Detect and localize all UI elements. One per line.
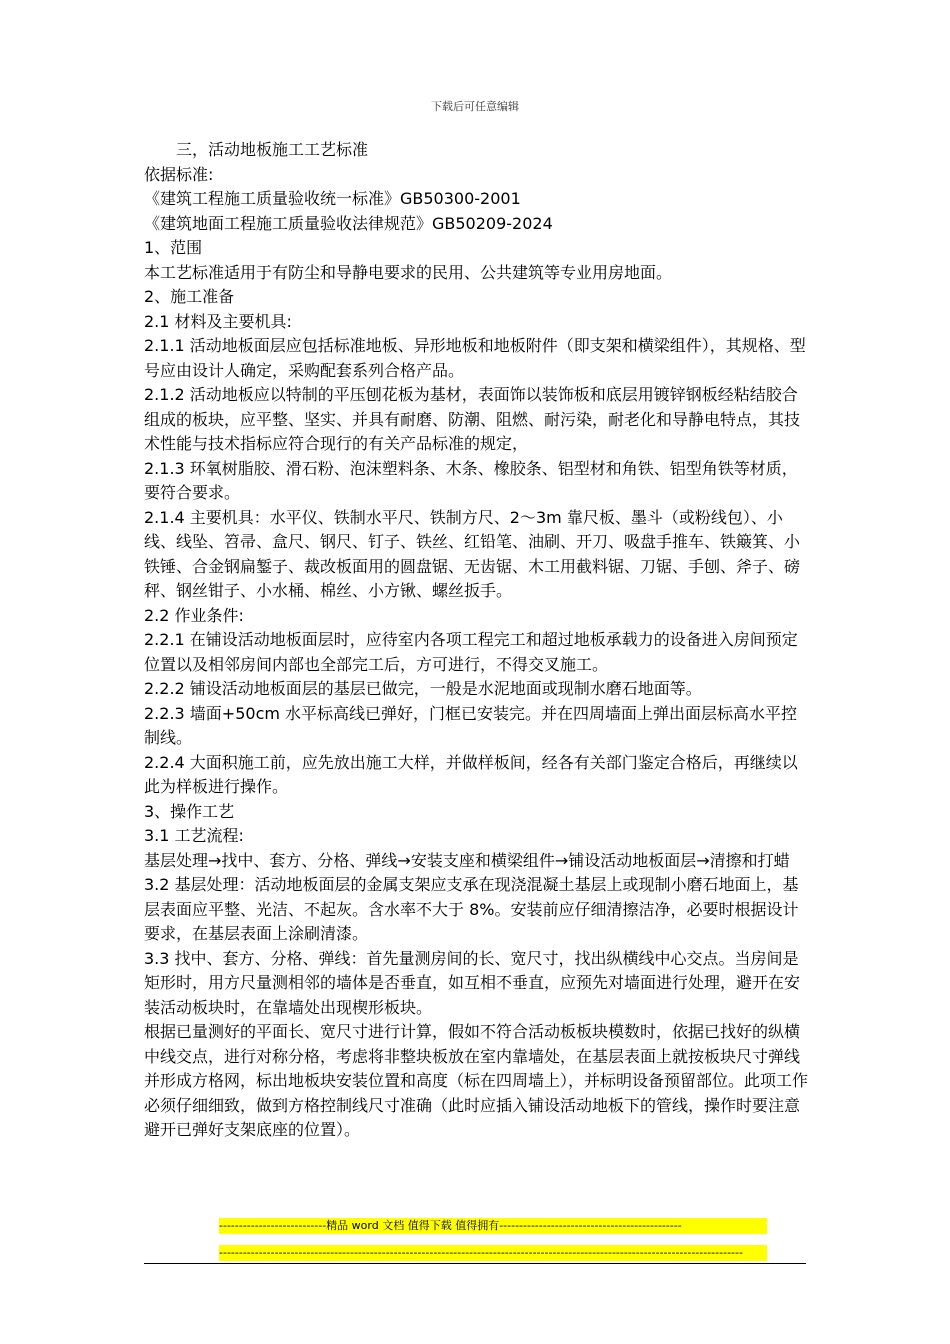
paragraph: 基层处理→找中、套方、分格、弹线→安装支座和横梁组件→铺设活动地板面层→清擦和打蜡 xyxy=(144,850,790,870)
paragraph: 2.1.2 活动地板应以特制的平压刨花板为基材，表面饰以装饰板和底层用镀锌钢板经粘结胶合组成的板块，应平整、坚实、并具有耐磨、防潮、阻燃、耐污染，耐老化和导静电特点，其技术性能与技术指标应符合现行的有关产品标准的规定， xyxy=(144,385,801,453)
paragraph: 根据已量测好的平面长、宽尺寸进行计算，假如不符合活动板板块模数时，依据已找好的纵横中线交点，进行对称分格，考虑将非整块板放在室内靠墙处，在基层表面上就按板块尺寸弹线并形成方格网，标出地板块安装位置和高度（标在四周墙上），并标明设备预留部位。此项工作必须仔细细致，做到方格控制线尺寸准确（此时应插入铺设活动地板下的管线，操作时要注意避开已弹好支架底座的位置）。 xyxy=(144,1022,809,1139)
paragraph: 2.2.4 大面积施工前，应先放出施工大样，并做样板间，经各有关部门鉴定合格后，再继续以此为样板进行操作。 xyxy=(144,752,798,796)
paragraph: 2.1.4 主要机具：水平仪、铁制水平尺、铁制方尺、2～3m 靠尺板、墨斗（或粉线包）、小线、线坠、笤帚、盒尺、钢尺、钉子、铁丝、红铅笔、油刷、开刀、吸盘手推车、铁簸箕、小铁锤、合金钢扁錾子、裁改板面用的圆盘锯、无齿锯、木工用截料锯、刀锯、手刨、斧子、磅秤、钢丝钳子、小水桶、棉丝、小方锹、螺丝扳手。 xyxy=(144,507,801,600)
paragraph: 2.2.1 在铺设活动地板面层时，应待室内各项工程完工和超过地板承载力的设备进入房间预定位置以及相邻房间内部也全部完工后，方可进行，不得交叉施工。 xyxy=(144,630,798,674)
paragraph: 2.1 材料及主要机具: xyxy=(144,311,292,331)
paragraph: 《建筑工程施工质量验收统一标准》GB50300-2001 xyxy=(144,189,521,208)
footer-divider xyxy=(144,1263,806,1264)
section-title: 三，活动地板施工工艺标准 xyxy=(176,140,369,159)
paragraph: 1、范围 xyxy=(144,238,203,257)
paragraph: 3.1 工艺流程: xyxy=(144,826,244,845)
paragraph: 2.2 作业条件: xyxy=(144,605,244,625)
paragraph: 2.2.3 墙面+50cm 水平标高线已弹好，门框已安装完。并在四周墙面上弹出面层标高水平控制线。 xyxy=(144,703,798,747)
footer-banner: ---------------------------精品 word 文档 值得下载 值得拥有---------------------------------------------- xyxy=(219,1218,767,1234)
paragraph: 3.2 基层处理：活动地板面层的金属支架应支承在现浇混凝土基层上或现制小磨石地面上，基层表面应平整、光洁、不起灰。含水率不大于 8%。安装前应仔细清擦洁净，必要时根据设计要求，在基层表面上涂刷清漆。 xyxy=(144,875,799,943)
paragraph: 2.2.2 铺设活动地板面层的基层已做完，一般是水泥地面或现制水磨石地面等。 xyxy=(144,679,702,698)
paragraph: 3、操作工艺 xyxy=(144,801,235,821)
header-note: 下载后可任意编辑 xyxy=(431,100,519,113)
paragraph: 本工艺标准适用于有防尘和导静电要求的民用、公共建筑等专业用房地面。 xyxy=(144,262,673,282)
paragraph: 3.3 找中、套方、分格、弹线：首先量测房间的长、宽尺寸，找出纵横线中心交点。当房间是矩形时，用方尺量测相邻的墙体是否垂直，如互相不垂直，应预先对墙面进行处理，避开在安装活动板块时，在靠墙处出现楔形板块。 xyxy=(144,948,801,1017)
paragraph: 2、施工准备 xyxy=(144,287,235,306)
paragraph: 2.1.3 环氧树脂胶、滑石粉、泡沫塑料条、木条、橡胶条、铝型材和角铁、铝型角铁等材质，要符合要求。 xyxy=(144,458,798,502)
paragraph: 2.1.1 活动地板面层应包括标准地板、异形地板和地板附件（即支架和横梁组件），其规格、型号应由设计人确定，采购配套系列合格产品。 xyxy=(144,336,806,380)
paragraph: 依据标准: xyxy=(144,164,214,184)
document-body xyxy=(144,138,812,1143)
footer-dash-line: ------------------------------------------------------------------------------------------------------------------------------------ xyxy=(219,1245,767,1261)
paragraph: 《建筑地面工程施工质量验收法律规范》GB50209-2024 xyxy=(144,213,553,233)
